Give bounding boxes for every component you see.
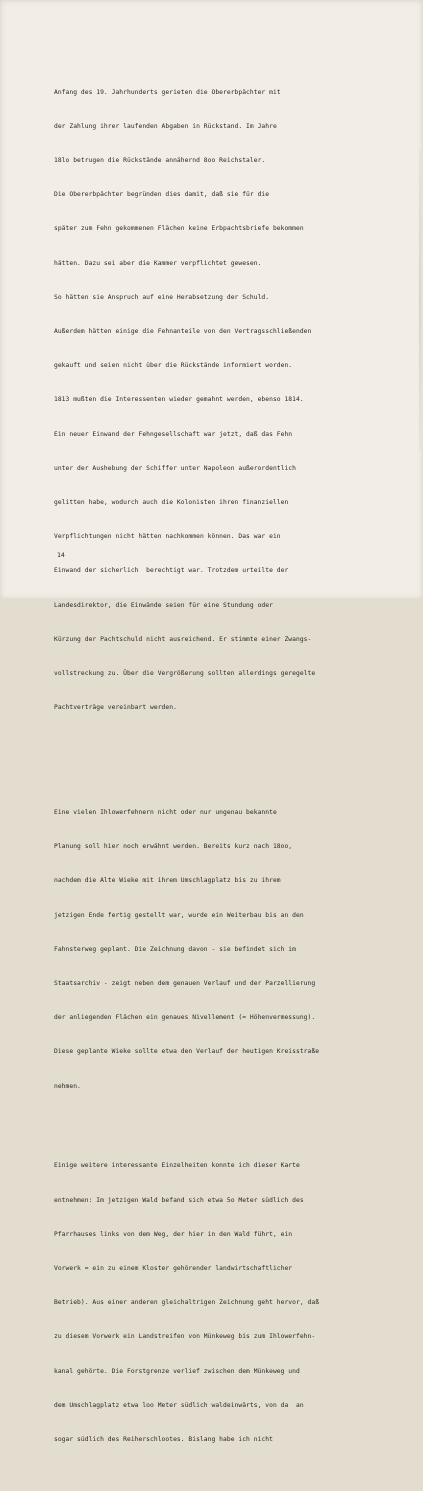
text-line: jetzigen Ende fertig gestellt war, wurde ein Weiterbau bis an den: [54, 911, 304, 919]
text-line: Pachtverträge vereinbart werden.: [54, 704, 177, 712]
paragraph-2: [54, 784, 394, 1115]
text-line: Eine vielen Ihlowerfehnern nicht oder nur ungenau bekannte: [54, 808, 277, 816]
text-line: Betrieb). Aus einer anderen gleichaltrigen Zeichnung geht hervor, daß: [54, 1299, 320, 1307]
text-line: gekauft und seien nicht über die Rückstände informiert worden.: [54, 362, 293, 370]
text-line: Ein neuer Einwand der Fehngesellschaft war jetzt, daß das Fehn: [54, 430, 293, 438]
text-line: Außerdem hätten einige die Fehnanteile von den Vertragsschließenden: [54, 328, 312, 336]
text-line: Staatsarchiv - zeigt neben dem genauen Verlauf und der Parzellierung: [54, 979, 316, 987]
text-line: Die Obererbpächter begründen dies damit, daß sie für die: [54, 191, 270, 199]
text-line: später zum Fehn gekommenen Flächen keine Erbpachtsbriefe bekommen: [54, 225, 304, 233]
text-line: So hätten sie Anspruch auf eine Herabsetzung der Schuld.: [54, 293, 270, 301]
text-line: sogar südlich des Reiherschlootes. Bislang habe ich nicht: [54, 1436, 273, 1443]
text-line: Kürzung der Pachtschuld nicht ausreichend. Er stimmte einer Zwangs-: [54, 635, 312, 643]
paper-edge-shadow: [419, 150, 421, 450]
body-text: [54, 41, 394, 1491]
text-line: dem Umschlagplatz etwa loo Meter südlich waldeinwärts, von da an: [54, 1401, 304, 1409]
text-line: unter der Aushebung der Schiffer unter Napoleon außerordentlich: [54, 464, 296, 472]
text-line: nachdem die Alte Wieke mit ihrem Umschlagplatz bis zu ihrem: [54, 877, 281, 885]
text-line: der anliegenden Flächen ein genaues Nivellement (= Höhenvermessung).: [54, 1014, 316, 1022]
text-line: 18lo betrugen die Rückstände annähernd 8oo Reichstaler.: [54, 157, 266, 165]
text-line: zu diesem Vorwerk ein Landstreifen von Münkeweg bis zum Ihlowerfehn-: [54, 1333, 316, 1341]
text-line: 1813 mußten die Interessenten wieder gemahnt werden, ebenso 1814.: [54, 396, 304, 404]
text-line: Diese geplante Wieke sollte etwa den Verlauf der heutigen Kreisstraße: [54, 1048, 320, 1056]
paragraph-1: [54, 64, 394, 737]
text-line: hätten. Dazu sei aber die Kammer verpflichtet gewesen.: [54, 259, 262, 267]
text-line: vollstreckung zu. Über die Vergrößerung sollten allerdings geregelte: [54, 670, 316, 678]
text-line: Vorwerk = ein zu einem Kloster gehörender landwirtschaftlicher: [54, 1264, 293, 1272]
paragraph-3: [54, 1138, 394, 1469]
text-line: Verpflichtungen nicht hätten nachkommen können. Das war ein: [54, 533, 281, 541]
text-line: der Zahlung ihrer laufenden Abgaben in Rückstand. Im Jahre: [54, 122, 277, 130]
text-line: Anfang des 19. Jahrhunderts gerieten die Obererbpächter mit: [54, 88, 281, 96]
text-line: Einige weitere interessante Einzelheiten konnte ich dieser Karte: [54, 1162, 300, 1170]
text-line: Einwand der sicherlich berechtigt war. Trotzdem urteilte der: [54, 567, 289, 575]
text-line: Planung soll hier noch erwähnt werden. Bereits kurz nach 18oo,: [54, 843, 293, 851]
text-line: nehmen.: [54, 1082, 81, 1090]
text-line: entnehmen: Im jetzigen Wald befand sich etwa 5o Meter südlich des: [54, 1196, 304, 1204]
text-line: Landesdirektor, die Einwände seien für eine Stundung oder: [54, 601, 273, 609]
page-number: 14: [57, 551, 65, 559]
text-line: Fahnsterweg geplant. Die Zeichnung davon - sie befindet sich im: [54, 945, 296, 953]
text-line: kanal gehörte. Die Forstgrenze verlief zwischen dem Münkeweg und: [54, 1367, 300, 1375]
text-line: Pfarrhauses links von dem Weg, der hier in den Wald führt, ein: [54, 1230, 293, 1238]
text-line: gelitten habe, wodurch auch die Kolonisten ihren finanziellen: [54, 499, 289, 507]
paragraph-gap: [54, 759, 394, 761]
